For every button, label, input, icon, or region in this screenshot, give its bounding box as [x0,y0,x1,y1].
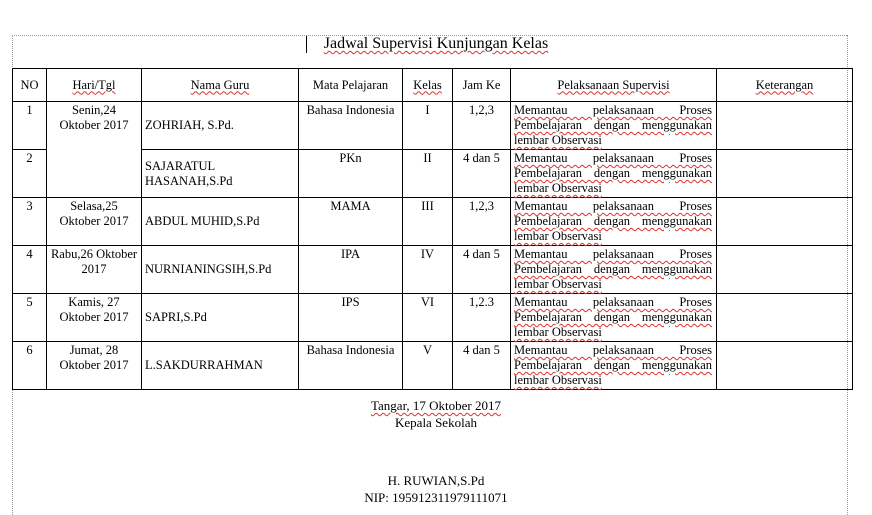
signature-nip[interactable]: NIP: 195912311979111071 [364,490,508,505]
text-cursor [306,36,307,53]
schedule-table[interactable] [12,68,853,390]
cell-no[interactable]: 5 [13,294,47,342]
cell-hari[interactable]: Jumat, 28 Oktober 2017 [47,342,142,390]
cell-hari[interactable]: Kamis, 27 Oktober 2017 [47,294,142,342]
cell-kelas[interactable]: III [403,198,453,246]
signature-place-date[interactable]: Tangar, 17 Oktober 2017 [371,398,501,413]
cell-jam[interactable]: 4 dan 5 [453,342,511,390]
cell-kelas[interactable]: V [403,342,453,390]
cell-guru[interactable]: NURNIANINGSIH,S.Pd [142,246,299,294]
cell-pelaksanaan[interactable]: Memantau pelaksanaan Proses Pembelajaran dengan menggunakan lembar Observasi [511,150,717,198]
cell-keterangan[interactable] [717,198,853,246]
cell-hari[interactable]: Rabu,26 Oktober 2017 [47,246,142,294]
cell-pelaksanaan[interactable]: Memantau pelaksanaan Proses Pembelajaran dengan menggunakan lembar Observasi [511,102,717,150]
cell-no[interactable]: 3 [13,198,47,246]
cell-guru[interactable]: SAPRI,S.Pd [142,294,299,342]
cell-kelas[interactable]: VI [403,294,453,342]
cell-kelas[interactable]: IV [403,246,453,294]
cell-pelaksanaan[interactable]: Memantau pelaksanaan Proses Pembelajaran dengan menggunakan lembar Observasi [511,246,717,294]
document-title[interactable]: Jadwal Supervisi Kunjungan Kelas [323,35,549,52]
cell-hari[interactable]: Selasa,25 Oktober 2017 [47,198,142,246]
cell-no[interactable]: 6 [13,342,47,390]
signature-name[interactable]: H. RUWIAN,S.Pd [387,473,485,488]
header-pelaksanaan: Pelaksanaan Supervisi [511,69,717,102]
cell-pelaksanaan[interactable]: Memantau pelaksanaan Proses Pembelajaran dengan menggunakan lembar Observasi [511,198,717,246]
header-guru: Nama Guru [142,69,299,102]
cell-jam[interactable]: 1,2.3 [453,294,511,342]
cell-keterangan[interactable] [717,102,853,150]
cell-keterangan[interactable] [717,150,853,198]
cell-kelas[interactable]: I [403,102,453,150]
cell-no[interactable]: 1 [13,102,47,150]
cell-pelaksanaan[interactable]: Memantau pelaksanaan Proses Pembelajaran dengan menggunakan lembar Observasi [511,342,717,390]
cell-guru[interactable]: L.SAKDURRAHMAN [142,342,299,390]
table-row[interactable] [13,246,853,294]
cell-guru[interactable]: SAJARATUL HASANAH,S.Pd [142,150,299,198]
cell-guru[interactable]: ABDUL MUHID,S.Pd [142,198,299,246]
header-mapel: Mata Pelajaran [299,69,403,102]
header-keterangan: Keterangan [717,69,853,102]
header-hari: Hari/Tgl [47,69,142,102]
cell-keterangan[interactable] [717,294,853,342]
cell-mapel[interactable]: IPA [299,246,403,294]
cell-jam[interactable]: 1,2,3 [453,198,511,246]
header-no: NO [13,69,47,102]
header-jam: Jam Ke [453,69,511,102]
cell-jam[interactable]: 1,2,3 [453,102,511,150]
table-row[interactable] [13,342,853,390]
cell-jam[interactable]: 4 dan 5 [453,150,511,198]
table-row[interactable] [13,198,853,246]
cell-kelas[interactable]: II [403,150,453,198]
cell-no[interactable]: 4 [13,246,47,294]
cell-mapel[interactable]: PKn [299,150,403,198]
table-row[interactable] [13,294,853,342]
cell-hari[interactable]: Senin,24 Oktober 2017 [47,102,142,198]
cell-keterangan[interactable] [717,342,853,390]
header-kelas: Kelas [403,69,453,102]
cell-mapel[interactable]: Bahasa Indonesia [299,102,403,150]
signature-role[interactable]: Kepala Sekolah [395,415,477,430]
table-header-row [13,69,853,102]
cell-jam[interactable]: 4 dan 5 [453,246,511,294]
cell-mapel[interactable]: Bahasa Indonesia [299,342,403,390]
cell-keterangan[interactable] [717,246,853,294]
cell-mapel[interactable]: IPS [299,294,403,342]
cell-guru[interactable]: ZOHRIAH, S.Pd. [142,102,299,150]
cell-no[interactable]: 2 [13,150,47,198]
cell-mapel[interactable]: MAMA [299,198,403,246]
cell-pelaksanaan[interactable]: Memantau pelaksanaan Proses Pembelajaran dengan menggunakan lembar Observasi [511,294,717,342]
table-row[interactable] [13,102,853,150]
